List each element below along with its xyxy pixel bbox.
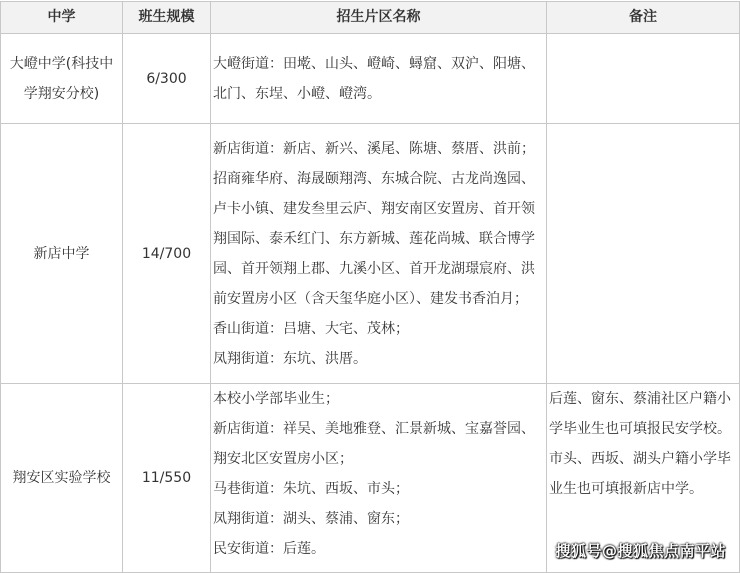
school-name: 新店中学 [1,124,123,384]
district-line: 大嶝街道：田墘、山头、嶝崎、蟳窟、双沪、阳塘、北门、东埕、小嶝、嶝湾。 [213,55,535,102]
class-scale: 6/300 [123,34,211,124]
district-line: 香山街道：吕塘、大宅、茂林； [213,320,409,337]
note-cell [547,124,740,384]
header-scale: 班生规模 [123,2,211,34]
district-line: 本校小学部毕业生； [213,391,339,407]
header-districts: 招生片区名称 [211,2,547,34]
district-line: 马巷街道：朱坑、西坂、市头； [213,481,409,497]
note-cell [547,34,740,124]
header-row [1,2,740,34]
header-school: 中学 [1,2,123,34]
school-name: 大嶝中学(科技中学翔安分校) [1,34,123,124]
table-row [1,124,740,384]
enrollment-table [0,1,740,573]
district-cell [211,34,547,124]
class-scale: 14/700 [123,124,211,384]
class-scale: 11/550 [123,384,211,573]
district-line: 凤翔街道：东坑、洪厝。 [213,350,367,367]
district-line: 新店街道：祥吴、美地雅登、汇景新城、宝嘉誉园、翔安北区安置房小区； [213,421,535,467]
district-line: 民安街道：后莲。 [213,541,325,557]
district-line: 新店街道：新店、新兴、溪尾、陈塘、蔡厝、洪前；招商雍华府、海晟颐翔湾、东城合院、古龙尚逸园、卢卡小镇、建发叁里云庐、翔安南区安置房、首开领翔国际、泰禾红门、东方新城、莲花尚城、联合博学园、首开领翔上郡、九溪小区、首开龙湖璟宸府、洪前安置房小区（含天玺华庭小区）、建发书香泊月； [213,140,535,307]
district-cell [211,124,547,384]
district-cell [211,384,547,573]
district-line: 凤翔街道：湖头、蔡浦、窗东； [213,511,409,527]
note-cell: 后莲、窗东、蔡浦社区户籍小学毕业生也可填报民安学校。市头、西坂、湖头户籍小学毕业生也可填报新店中学。 [547,384,740,573]
header-note: 备注 [547,2,740,34]
table-row [1,34,740,124]
school-name: 翔安区实验学校 [1,384,123,573]
watermark: 搜狐号@搜狐焦点南平站 [555,542,726,560]
